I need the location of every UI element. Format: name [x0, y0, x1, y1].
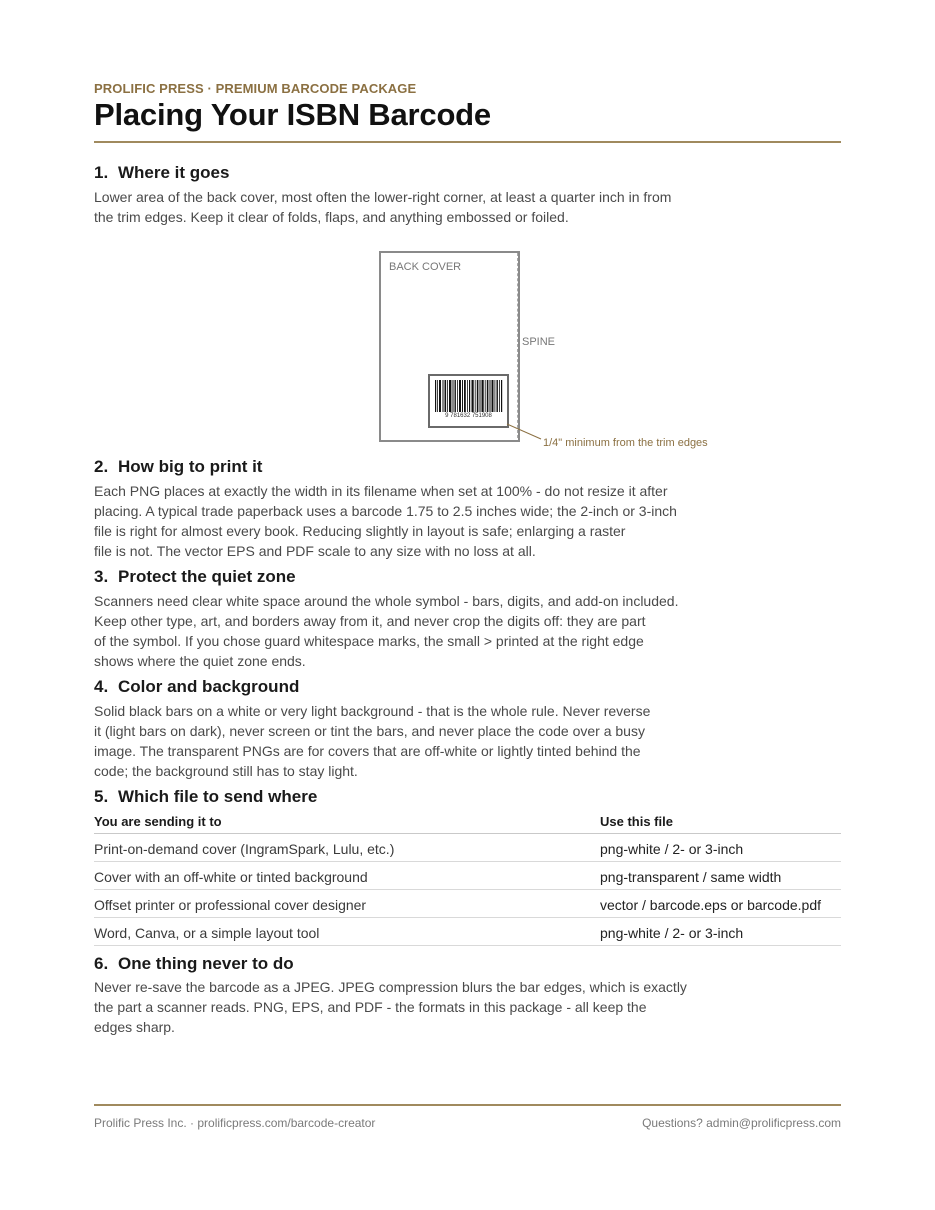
- barcode-digits: 9 781632 751908: [445, 413, 492, 419]
- section-heading-quiet-zone: 3. Protect the quiet zone: [94, 567, 296, 586]
- page-title: Placing Your ISBN Barcode: [94, 97, 491, 132]
- back-cover-label: BACK COVER: [389, 261, 462, 273]
- header-destination: You are sending it to: [94, 814, 222, 829]
- table-row: [94, 834, 841, 862]
- footer-contact: Questions? admin@prolificpress.com: [642, 1116, 841, 1130]
- file-table-header: [94, 813, 841, 834]
- barcode-sample: [428, 374, 509, 428]
- doc-kicker: PROLIFIC PRESS · PREMIUM BARCODE PACKAGE: [94, 81, 417, 96]
- cell-file: png-transparent / same width: [600, 869, 782, 885]
- section-heading-which-file: 5. Which file to send where: [94, 787, 318, 806]
- header-rule: [94, 141, 841, 143]
- footer-rule: [94, 1104, 841, 1106]
- cell-destination: Cover with an off-white or tinted background: [94, 869, 368, 885]
- section-heading-where: 1. Where it goes: [94, 163, 230, 182]
- section-body-quiet-zone: Scanners need clear white space around the whole symbol - bars, digits, and add-on included. Keep other type, art, and borders away from it, and never crop the digits off: they are part of the symbol. If you chose guard whitespace marks, the small > printed at the right edge shows where the quiet zone ends.: [94, 593, 679, 669]
- section-heading-size: 2. How big to print it: [94, 457, 263, 476]
- section-body-never: Never re-save the barcode as a JPEG. JPEG compression blurs the bar edges, which is exactly the part a scanner reads. PNG, EPS, and PDF - the formats in this package - all keep the edges sharp.: [94, 979, 687, 1035]
- header-file: Use this file: [600, 814, 673, 829]
- cell-file: png-white / 2- or 3-inch: [600, 841, 744, 857]
- table-row: [94, 918, 841, 946]
- cell-destination: Word, Canva, or a simple layout tool: [94, 925, 320, 941]
- table-row: [94, 890, 841, 918]
- cell-file: vector / barcode.eps or barcode.pdf: [600, 897, 822, 913]
- section-heading-color: 4. Color and background: [94, 677, 300, 696]
- section-body-color: Solid black bars on a white or very light background - that is the whole rule. Never reverse it (light bars on dark), never screen or tint the bars, and never place the code over a busy image. The transparent PNGs are for covers that are off-white or lightly tinted behind the code; the background still has to stay light.: [94, 703, 651, 779]
- section-body-where: Lower area of the back cover, most often the lower-right corner, at least a quarter inch in from the trim edges. Keep it clear of folds, flaps, and anything embossed or foiled.: [94, 189, 672, 225]
- section-body-size: Each PNG places at exactly the width in its filename when set at 100% - do not resize it after placing. A typical trade paperback uses a barcode 1.75 to 2.5 inches wide; the 2-inch or 3-inch file is right for almost every book. Reducing slightly in layout is safe; enlarging a raster file is not. The vector EPS and PDF scale to any size with no loss at all.: [94, 483, 677, 559]
- table-row: [94, 862, 841, 890]
- trim-callout: 1/4" minimum from the trim edges: [543, 437, 708, 449]
- cell-file: png-white / 2- or 3-inch: [600, 925, 744, 941]
- cell-destination: Print-on-demand cover (IngramSpark, Lulu, etc.): [94, 841, 395, 857]
- barcode-bars: [434, 380, 503, 412]
- file-table: [94, 813, 841, 946]
- footer-company: Prolific Press Inc. · prolificpress.com/barcode-creator: [94, 1116, 376, 1130]
- spine-label: SPINE: [522, 336, 556, 348]
- section-heading-never: 6. One thing never to do: [94, 954, 294, 973]
- spine-edge: [517, 253, 518, 438]
- cell-destination: Offset printer or professional cover designer: [94, 897, 367, 913]
